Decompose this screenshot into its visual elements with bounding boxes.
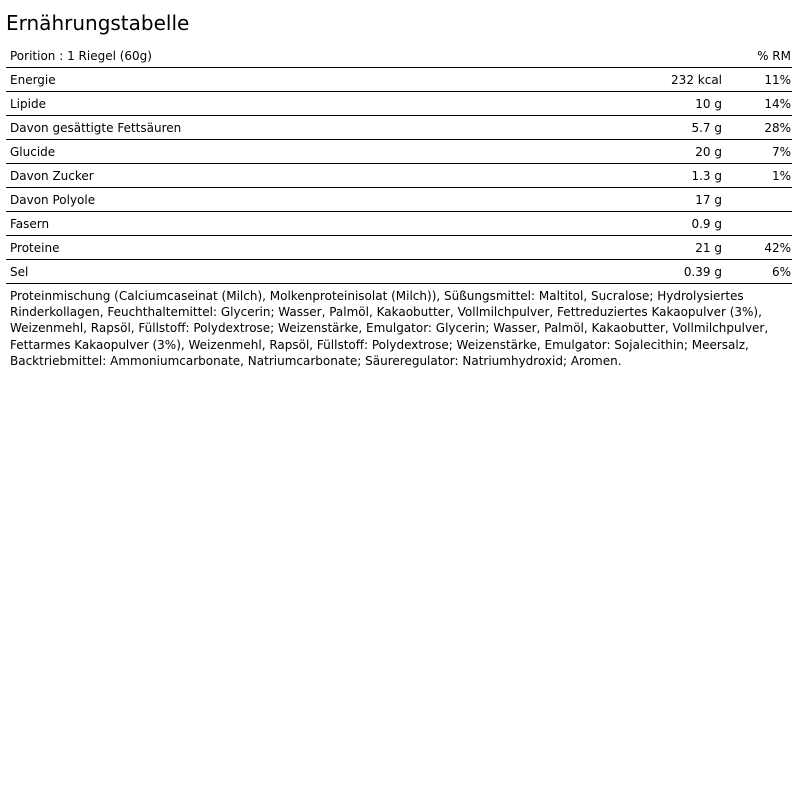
page-title: Ernährungstabelle xyxy=(6,11,190,35)
nutrient-amount: 17 g xyxy=(695,193,722,207)
table-row xyxy=(6,116,792,140)
nutrient-amount: 10 g xyxy=(695,97,722,111)
nutrient-amount: 0.9 g xyxy=(691,217,722,231)
nutrient-rm: 7% xyxy=(771,145,791,159)
table-row xyxy=(6,212,792,236)
table-row xyxy=(6,140,792,164)
table-row xyxy=(6,164,792,188)
nutrient-rm: 42% xyxy=(764,241,791,255)
nutrient-name: Glucide xyxy=(10,145,56,159)
nutrient-amount: 1.3 g xyxy=(691,169,722,183)
nutrient-amount: 0.39 g xyxy=(683,265,722,279)
nutrient-name: Davon Zucker xyxy=(10,169,94,183)
nutrient-name: Davon Polyole xyxy=(10,193,96,207)
nutrition-table xyxy=(6,44,792,284)
nutrient-rm: 14% xyxy=(764,97,791,111)
nutrient-rm: 6% xyxy=(771,265,791,279)
table-row xyxy=(6,188,792,212)
nutrient-amount: 232 kcal xyxy=(671,73,722,87)
nutrient-rm: 28% xyxy=(764,121,791,135)
nutrient-rm: 1% xyxy=(771,169,791,183)
nutrient-name: Fasern xyxy=(10,217,50,231)
nutrient-name: Proteine xyxy=(10,241,60,255)
nutrient-name: Davon gesättigte Fettsäuren xyxy=(10,121,182,135)
nutrient-amount: 20 g xyxy=(695,145,722,159)
table-row xyxy=(6,260,792,284)
nutrient-amount: 5.7 g xyxy=(691,121,722,135)
nutrient-name: Sel xyxy=(10,265,29,279)
nutrient-name: Lipide xyxy=(10,97,46,111)
nutrient-name: Energie xyxy=(10,73,56,87)
rm-header: % RM xyxy=(757,49,791,63)
nutrient-rm: 11% xyxy=(764,73,791,87)
table-header-row xyxy=(6,44,792,68)
portion-label: Porition : 1 Riegel (60g) xyxy=(10,49,152,63)
table-row xyxy=(6,236,792,260)
table-row xyxy=(6,92,792,116)
table-row xyxy=(6,68,792,92)
ingredients-text: Proteinmischung (Calciumcaseinat (Milch), Molkenproteinisolat (Milch)), Süßungsmittel: Maltitol, Sucralose; Hydrolysiertes Rinderkollagen, Feuchthaltemittel: Glycerin; Wasser, Palmöl, Kakaobutter, Vollmilchpulver, Fettreduziertes Kakaopulver (3%), Weizenmehl, Rapsöl, Füllstoff: Polydextrose; Weizenstärke, Emulgator: Glycerin; Wasser, Palmöl, Kakaobutter, Vollmilchpulver, Fettarmes Kakaopulver (3%), Weizenmehl, Rapsöl, Füllstoff: Polydextrose; Weizenstärke, Emulgator: Sojalecithin; Meersalz, Backtriebmittel: Ammoniumcarbonate, Natriumcarbonate; Säureregulator: Natriumhydroxid; Aromen. xyxy=(10,289,769,368)
nutrient-amount: 21 g xyxy=(695,241,722,255)
